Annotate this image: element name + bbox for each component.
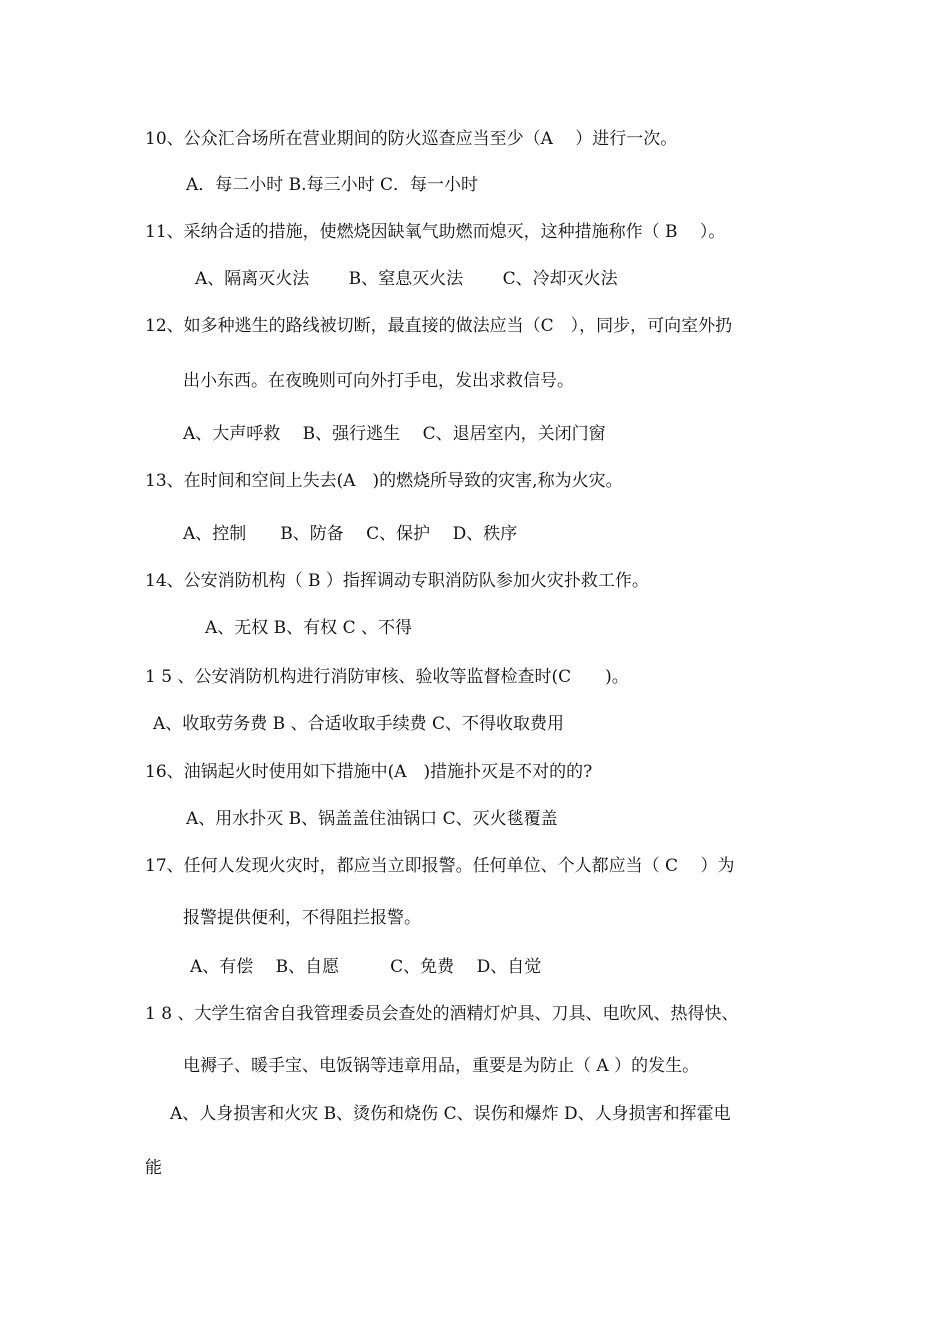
question-17: 17、任何人发现火灾时，都应当立即报警。任何单位、个人都应当（ C ）为 (145, 856, 735, 876)
question-13: 13、在时间和空间上失去(A )的燃烧所导致的灾害,称为火灾。 (145, 471, 623, 491)
question-13-options: A、控制 B、防备 C、保护 D、秩序 (183, 524, 518, 544)
question-18-options: A、人身损害和火灾 B、烫伤和烧伤 C、误伤和爆炸 D、人身损害和挥霍电 (170, 1104, 731, 1124)
question-12-continued: 出小东西。在夜晚则可向外打手电，发出求救信号。 (183, 371, 574, 391)
question-12: 12、如多种逃生的路线被切断，最直接的做法应当（C ），同步，可向室外扔 (145, 316, 733, 336)
question-14: 14、公安消防机构（ B ）指挥调动专职消防队参加火灾扑救工作。 (145, 571, 649, 591)
question-17-continued: 报警提供便利，不得阻拦报警。 (183, 908, 421, 928)
question-16: 16、油锅起火时使用如下措施中(A )措施扑灭是不对的的? (145, 762, 593, 782)
question-18: 1 8 、大学生宿舍自我管理委员会查处的酒精灯炉具、刀具、电吹风、热得快、 (145, 1004, 739, 1024)
question-18-options-continued: 能 (145, 1158, 162, 1178)
question-18-continued: 电褥子、暖手宝、电饭锅等违章用品，重要是为防止（ A ）的发生。 (183, 1056, 700, 1076)
question-10-options: A．每二小时 B.每三小时 C．每一小时 (186, 175, 478, 195)
question-15: 1 5 、公安消防机构进行消防审核、验收等监督检查时(C )。 (145, 667, 629, 687)
question-17-options: A、有偿 B、自愿 C、免费 D、自觉 (190, 957, 542, 977)
question-10: 10、公众汇合场所在营业期间的防火巡查应当至少（A ）进行一次。 (145, 129, 678, 149)
question-11-options: A、隔离灭火法 B、窒息灭火法 C、冷却灭火法 (195, 269, 618, 289)
question-11: 11、采纳合适的措施，使燃烧因缺氧气助燃而熄灭，这种措施称作（ B ）。 (145, 222, 726, 242)
question-12-options: A、大声呼救 B、强行逃生 C、退居室内，关闭门窗 (183, 424, 606, 444)
question-14-options: A、无权 B、有权 C 、不得 (205, 618, 412, 638)
question-15-options: A、收取劳务费 B 、合适收取手续费 C、不得收取费用 (153, 714, 564, 734)
question-16-options: A、用水扑灭 B、锅盖盖住油锅口 C、灭火毯覆盖 (186, 809, 558, 829)
